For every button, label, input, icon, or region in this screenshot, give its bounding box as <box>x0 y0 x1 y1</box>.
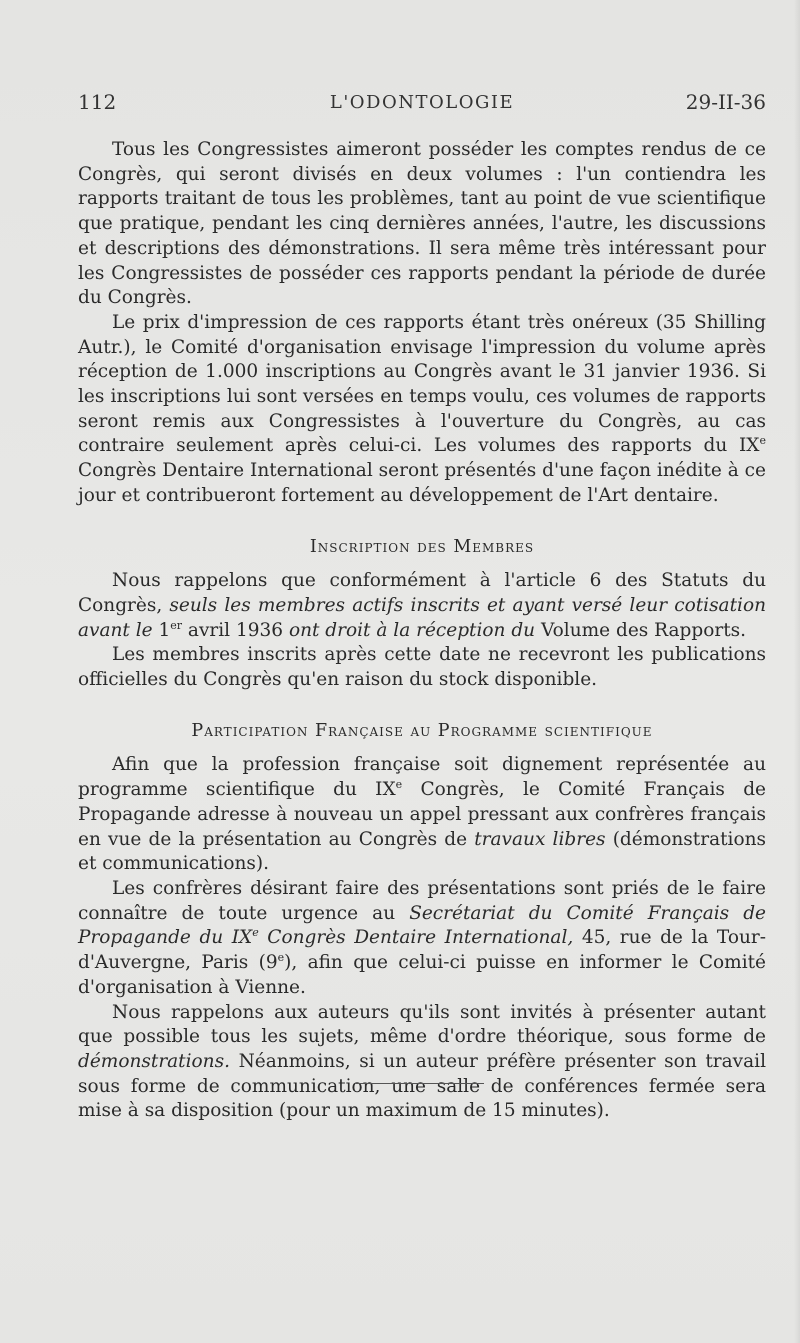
inscription-paragraph-1: Nous rappelons que conformément à l'article 6 des Statuts du Congrès, seuls les membres actifs inscrits et ayant versé leur cotisation avant le 1er avril 1936 ont droit à la réception du Volume des Rapports. <box>78 570 766 641</box>
issue-date: 29-II-36 <box>685 90 766 114</box>
section-heading-participation: Participation Française au Programme scientifique <box>191 720 653 741</box>
inscription-paragraph-2: Les membres inscrits après cette date ne recevront les publications officielles du Congrès qu'en raison du stock disponible. <box>78 644 766 691</box>
participation-paragraph-3: Nous rappelons aux auteurs qu'ils sont invités à présenter autant que possible tous les sujets, même d'ordre théorique, sous forme de démonstrations. Néanmoins, si un auteur préfère présenter son travail sous forme de communication, une salle de conférences fermée sera mise à sa disposition (pour un maximum de 15 minutes). <box>78 1001 766 1122</box>
page-number: 112 <box>78 90 117 114</box>
article-body <box>78 138 766 1124</box>
participation-paragraph-1: Afin que la profession française soit dignement représentée au programme scientifique du IXe Congrès, le Comité Français de Propagande adresse à nouveau un appel pressant aux confrères français en vue de la présentation au Congrès de travaux libres (démonstrations et communications). <box>78 754 767 875</box>
page-edge-shadow <box>794 0 800 1343</box>
running-header <box>78 90 766 120</box>
secretariat-name: Secrétariat du Comité Français de Propagande du IXe Congrès Dentaire International, <box>78 902 766 949</box>
intro-paragraph-1: Tous les Congressistes aimeront posséder les comptes rendus de ce Congrès, qui seront divisés en deux volumes : l'un contiendra les rapports traitant de tous les problèmes, tant au point de vue scientifique que pratique, pendant les cinq dernières années, l'autre, les discussions et descriptions des démonstrations. Il sera même très intéressant pour les Congressistes de posséder ces rapports pendant la période de durée du Congrès. <box>78 139 766 309</box>
intro-paragraph-2: Le prix d'impression de ces rapports étant très onéreux (35 Shilling Autr.), le Comité d'organisation envisage l'impression du volume après réception de 1.000 inscriptions au Congrès avant le 31 janvier 1936. Si les inscriptions lui sont versées en temps voulu, ces volumes de rapports seront remis aux Congressistes à l'ouverture du Congrès, au cas contraire seulement après celui-ci. Les volumes des rapports du IXe Congrès Dentaire International seront présentés d'une façon inédite à ce jour et contribueront fortement au développement de l'Art dentaire. <box>78 311 766 506</box>
journal-title: L'ODONTOLOGIE <box>329 92 515 113</box>
section-heading-inscription: Inscription des Membres <box>309 536 535 557</box>
end-rule-divider <box>356 1083 484 1084</box>
participation-paragraph-2: Les confrères désirant faire des présentations sont priés de le faire connaître de toute urgence au Secrétariat du Comité Français de Propagande du IXe Congrès Dentaire International, 45, rue de la Tour-d'Auvergne, Paris (9e), afin que celui-ci puisse en informer le Comité d'organisation à Vienne. <box>78 877 766 998</box>
